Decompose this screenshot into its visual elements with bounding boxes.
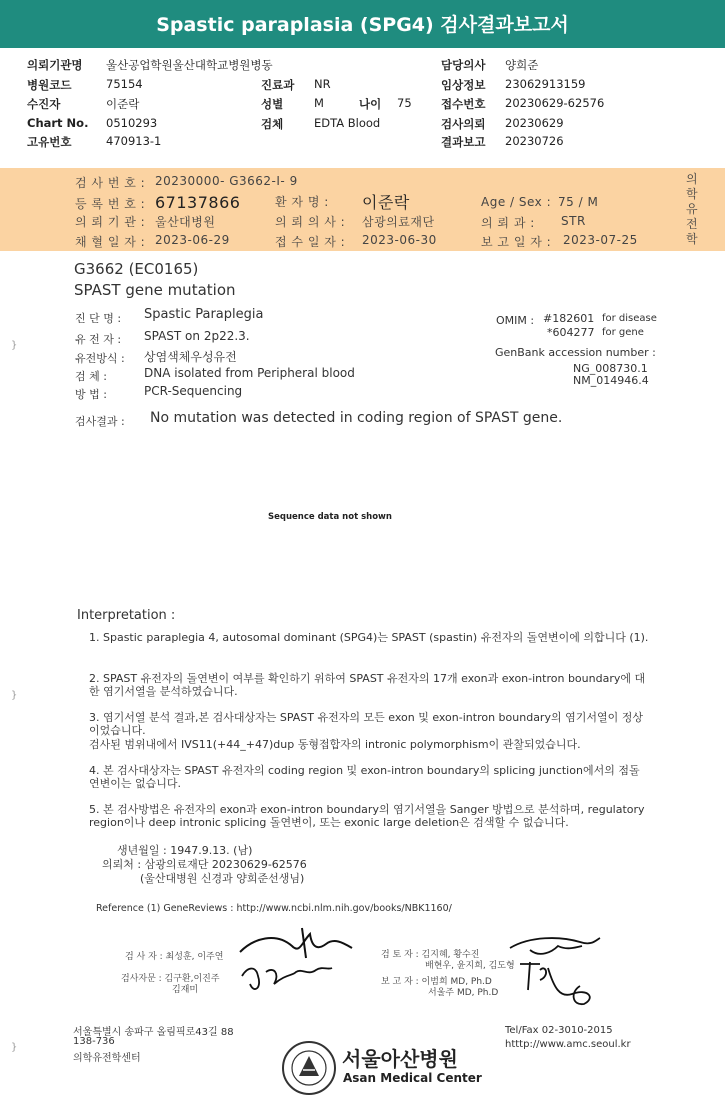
- receive-label: 접 수 일 자 :: [275, 235, 346, 249]
- doctor: 삼광의료재단: [362, 215, 435, 229]
- reviewer: 검 토 자 : 김지혜, 황수진: [381, 950, 480, 960]
- genbank-ng: NG_008730.1: [573, 362, 648, 375]
- label-patient: 수진자: [27, 97, 61, 111]
- label-sex: 성별: [261, 97, 284, 111]
- asan-foundation-seal-icon: [281, 1040, 337, 1096]
- reporter: 보 고 자 : 이범희 MD, Ph.D: [381, 977, 492, 987]
- margin-mark: }: [11, 1042, 18, 1053]
- report-date: 2023-07-25: [563, 233, 638, 247]
- value-hospital-code: 75154: [106, 77, 143, 91]
- label-specimen: 검체: [261, 117, 284, 131]
- value-receipt-no: 20230629-62576: [505, 96, 605, 110]
- inherit-value: 상염색체우성유전: [144, 350, 237, 364]
- dept: STR: [561, 214, 586, 228]
- interpretation-item-3b: 검사된 범위내에서 IVS11(+44_+47)dup 동형접합자의 intronic polymorphism이 관찰되었습니다.: [89, 738, 581, 751]
- examiner-signature: [232, 918, 357, 1000]
- value-physician: 양희준: [505, 58, 539, 72]
- reg-no: 67137866: [155, 193, 241, 212]
- label-physician: 담당의사: [441, 58, 486, 72]
- tel-fax: Tel/Fax 02-3010-2015: [505, 1025, 613, 1036]
- label-request-date: 검사의뢰: [441, 117, 486, 131]
- hospital-label: 의 뢰 기 관 :: [75, 215, 146, 229]
- value-specimen: EDTA Blood: [314, 116, 381, 130]
- value-request-date: 20230629: [505, 116, 564, 130]
- label-hospital: 의뢰기관명: [27, 58, 83, 72]
- interpretation-item-4: 4. 본 검사대상자는 SPAST 유전자의 coding region 및 exon-intron boundary의 splicing junction에서의 점돌연변이는 없습니다.: [89, 764, 640, 790]
- dept-label: 의 뢰 과 :: [481, 216, 535, 230]
- omim-label: OMIM :: [496, 314, 535, 327]
- value-sex: M: [314, 96, 324, 110]
- interpretation-item-1: 1. Spastic paraplegia 4, autosomal dominant (SPG4)는 SPAST (spastin) 유전자의 돌연변이에 의합니다 (1).: [89, 631, 649, 644]
- test-name: SPAST gene mutation: [74, 281, 236, 299]
- value-unique-no: 470913-1: [106, 134, 162, 148]
- test-code: G3662 (EC0165): [74, 260, 199, 278]
- report-label: 보 고 일 자 :: [481, 235, 552, 249]
- patient-label: 환 자 명 :: [275, 195, 329, 209]
- diag-value: Spastic Paraplegia: [144, 307, 264, 322]
- specimen-value: DNA isolated from Peripheral blood: [144, 366, 355, 380]
- reference: Reference (1) GeneReviews : http://www.ncbi.nlm.nih.gov/books/NBK1160/: [96, 903, 452, 914]
- label-report-date: 결과보고: [441, 135, 486, 149]
- address-line-3: 의학유전학센터: [73, 1053, 141, 1064]
- result-label: 검사결과 :: [75, 415, 125, 428]
- value-dept: NR: [314, 77, 331, 91]
- advisor: 검사자문 : 김구환,이진주: [121, 974, 220, 984]
- agesex-label: Age / Sex :: [481, 195, 552, 209]
- advisor-2: 김재미: [172, 985, 199, 995]
- hospital: 울산대병원: [155, 215, 216, 229]
- birth-date: 생년월일 : 1947.9.13. (남): [117, 844, 253, 857]
- genbank-nm: NM_014946.4: [573, 374, 649, 387]
- brand-korean: 서울아산병원: [342, 1047, 458, 1071]
- label-age: 나이: [359, 97, 382, 111]
- diag-label: 진 단 명 :: [75, 312, 122, 325]
- sample-info-panel: [0, 168, 725, 251]
- brand-english: Asan Medical Center: [343, 1071, 482, 1085]
- omim-disease-note: for disease: [602, 313, 657, 324]
- inherit-label: 유전방식 :: [75, 352, 125, 365]
- value-report-date: 20230726: [505, 134, 564, 148]
- label-hospital-code: 병원코드: [27, 78, 72, 92]
- exam-no-label: 검 사 번 호 :: [75, 176, 146, 190]
- requester: 의뢰처 : 삼광의료재단 20230629-62576: [102, 858, 307, 871]
- value-hospital: 울산공업학원울산대학교병원병동: [106, 58, 273, 72]
- address-line-2: 138-736: [73, 1036, 115, 1047]
- agesex: 75 / M: [558, 195, 599, 209]
- gene-label: 유 전 자 :: [75, 333, 122, 346]
- omim-gene: *604277: [547, 326, 595, 339]
- receive-date: 2023-06-30: [362, 233, 437, 247]
- margin-mark: }: [11, 690, 18, 701]
- interpretation-heading: Interpretation :: [77, 608, 176, 623]
- interpretation-item-3: 3. 염기서열 분석 결과,본 검사대상자는 SPAST 유전자의 모든 exon 및 exon-intron boundary의 염기서열이 정상이었습니다.: [89, 711, 643, 737]
- label-clinical-info: 임상정보: [441, 78, 486, 92]
- value-clinical-info: 23062913159: [505, 77, 586, 91]
- method-value: PCR-Sequencing: [144, 384, 243, 398]
- reviewer-2: 배현우, 윤지희, 김도형: [425, 961, 515, 971]
- omim-disease: #182601: [543, 312, 595, 325]
- genbank-label: GenBank accession number :: [495, 346, 656, 359]
- sequence-note: Sequence data not shown: [268, 512, 392, 522]
- reg-no-label: 등 록 번 호 :: [75, 197, 146, 211]
- specimen-label: 검 체 :: [75, 370, 107, 383]
- label-receipt-no: 접수번호: [441, 97, 486, 111]
- value-patient: 이준락: [106, 97, 140, 111]
- value-chart-no: 0510293: [106, 116, 158, 130]
- value-age: 75: [397, 96, 412, 110]
- label-unique-no: 고유번호: [27, 135, 72, 149]
- reporter-2: 서울주 MD, Ph.D: [428, 988, 499, 998]
- label-chart-no: Chart No.: [27, 116, 89, 130]
- collect-label: 채 혈 일 자 :: [75, 235, 146, 249]
- result-value: No mutation was detected in coding region of SPAST gene.: [150, 410, 563, 426]
- address-line-1: 서울특별시 송파구 올림픽로43길 88: [73, 1027, 234, 1038]
- side-dept-label: 의학유전학: [686, 172, 698, 246]
- examiner: 검 사 자 : 최성훈, 이주연: [125, 952, 224, 962]
- reviewer-signature: [500, 928, 610, 1008]
- omim-gene-note: for gene: [602, 327, 644, 338]
- collect-date: 2023-06-29: [155, 233, 230, 247]
- label-dept: 진료과: [261, 78, 295, 92]
- interpretation-item-5: 5. 본 검사방법은 유전자의 exon과 exon-intron boundary의 염기서열을 Sanger 방법으로 분석하며, regulatory region이나 deep intronic splicing 돌연변이, 또는 exonic large deletion은 검색할 수 없습니다.: [89, 803, 645, 829]
- doctor-label: 의 뢰 의 사 :: [275, 215, 346, 229]
- patient-name: 이준락: [362, 193, 410, 212]
- exam-no: 20230000- G3662-I- 9: [155, 174, 298, 188]
- requester-detail: (울산대병원 신경과 양희준선생님): [140, 872, 305, 885]
- interpretation-item-2: 2. SPAST 유전자의 돌연변이 여부를 확인하기 위하여 SPAST 유전자의 17개 exon과 exon-intron boundary에 대한 염기서열을 분석하였습니다.: [89, 672, 646, 698]
- method-label: 방 법 :: [75, 388, 107, 401]
- report-title: Spastic paraplasia (SPG4) 검사결과보고서: [0, 0, 725, 48]
- margin-mark: }: [11, 340, 18, 351]
- gene-value: SPAST on 2p22.3.: [144, 329, 250, 343]
- website: htttp://www.amc.seoul.kr: [505, 1039, 631, 1050]
